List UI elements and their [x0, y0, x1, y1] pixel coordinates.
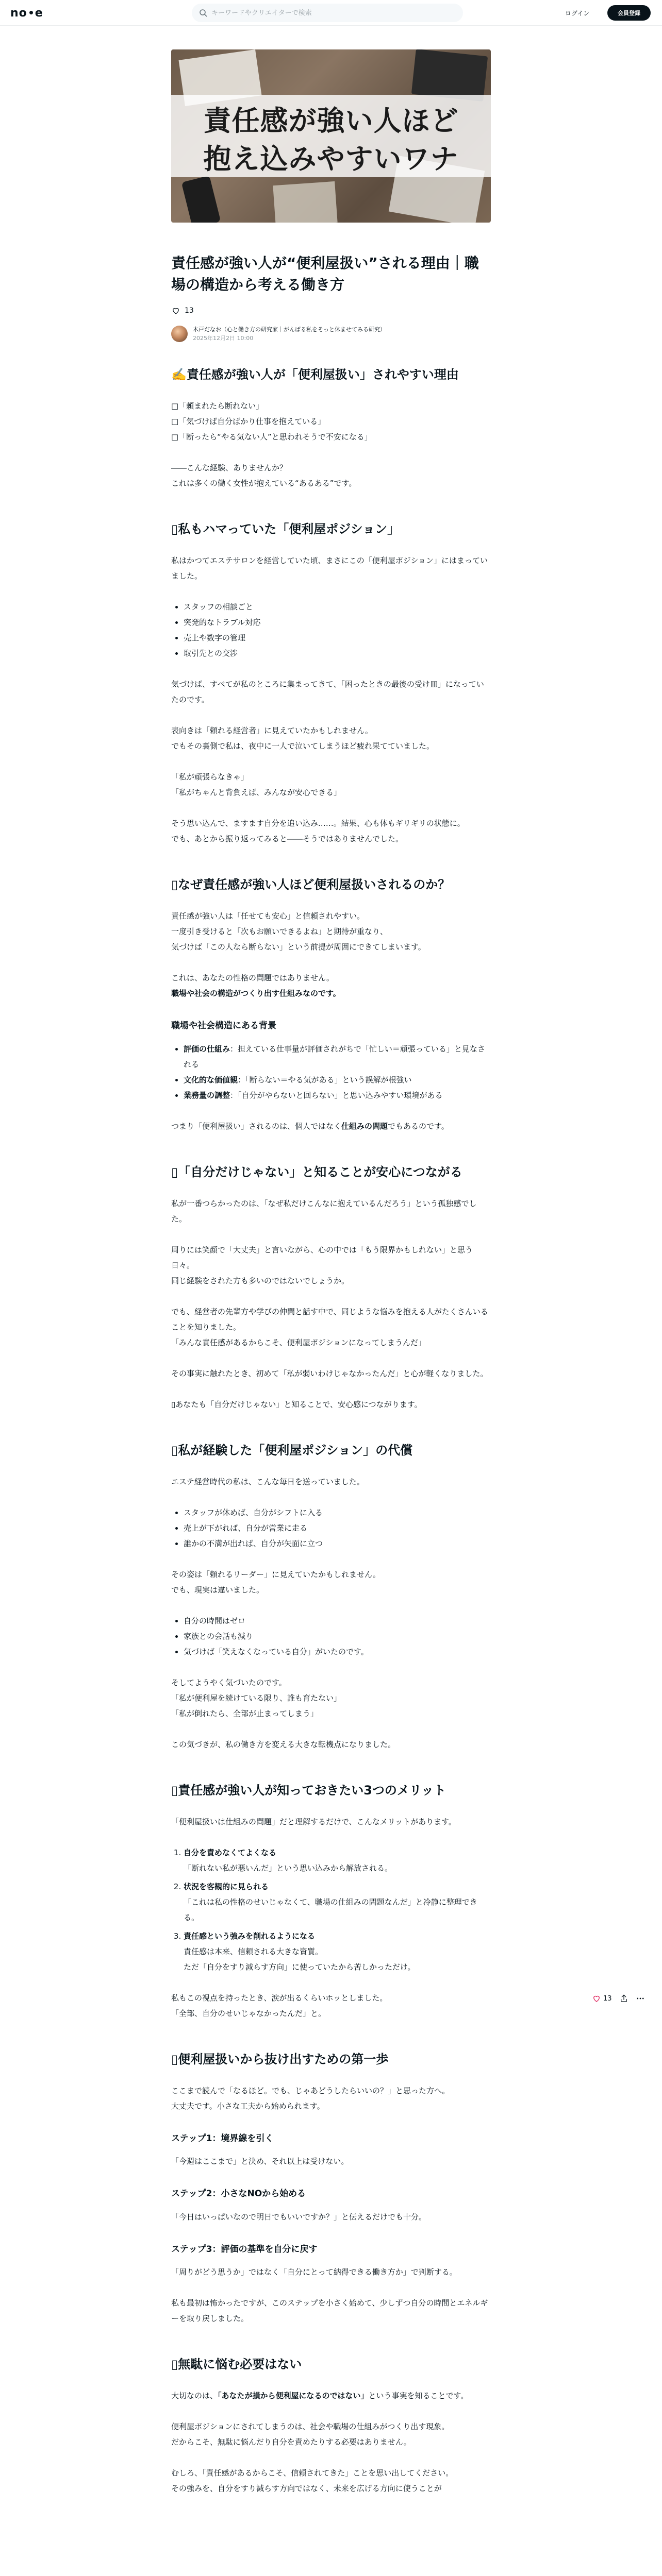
- sub-heading: ステップ1：境界線を引く: [171, 2133, 274, 2144]
- text-line: 「みんな責任感があるからこそ、便利屋ポジションになってしまうんだ」: [171, 1337, 426, 1347]
- text-line: 便利屋ポジションにされてしまうのは、社会や職場の仕組みがつくり出す現象。: [171, 2422, 450, 2431]
- paragraph: [171, 2388, 491, 2403]
- hero-phone-shape: [181, 176, 221, 223]
- text-line: 「私が頑張らなきゃ」: [171, 772, 249, 782]
- text-line: でも、あとから振り返ってみると――そうではありませんでした。: [171, 834, 404, 843]
- paragraph: [171, 1675, 491, 1721]
- text-line: ここまで読んで「なるほど。でも、じゃあどうしたらいいの？」と思った方へ。: [171, 2086, 450, 2095]
- sticky-like-count: 13: [603, 1994, 612, 2003]
- list-item-text: ：「自分がやらないと回らない」と思い込みやすい環境がある: [230, 1090, 443, 1100]
- note-logo[interactable]: [10, 6, 43, 20]
- text-line: でも、経営者の先輩方や学びの仲間と話す中で、同じような悩みを抱える人がたくさんいることを知りました。: [171, 1307, 488, 1332]
- paragraph: [171, 723, 491, 754]
- text-line: 「私が倒れたら、全部が止まってしまう」: [171, 1708, 319, 1718]
- bold-text: 仕組みの問題: [341, 1121, 388, 1131]
- bold-text: 職場や社会の構造がつくり出す仕組みなのです。: [171, 989, 341, 998]
- text-line: でも、現実は違いました。: [171, 1585, 264, 1595]
- paragraph: [171, 398, 491, 445]
- hero-paper-shape: [273, 181, 337, 223]
- numbered-list: [171, 1845, 491, 1975]
- search-bar[interactable]: [192, 4, 463, 22]
- paragraph: [171, 2083, 491, 2114]
- article-title: 責任感が強い人が“便利屋扱い”される理由｜職場の構造から考える働き方: [171, 255, 479, 293]
- text-line: 大丈夫です。小さな工夫から始められます。: [171, 2101, 325, 2111]
- list-item-text: 「断れない私が悪いんだ」という思い込みから解放される。: [184, 1863, 393, 1873]
- bullet-list: [171, 599, 491, 661]
- checkbox-line: □「断ったら“やる気ない人”と思われそうで不安になる」: [171, 432, 372, 442]
- list-item: • 家族との会話も減り: [184, 1629, 491, 1644]
- list-item: [184, 1845, 491, 1876]
- checkbox-line: □「頼まれたら断れない」: [171, 401, 264, 411]
- article-main: [171, 49, 491, 2512]
- list-item: • 取引先との交渉: [184, 646, 491, 661]
- paragraph: [171, 908, 491, 955]
- text-line: 表向きは「頼れる経営者」に見えていたかもしれません。: [171, 726, 373, 735]
- paragraph: [171, 460, 491, 491]
- text-line: 同じ経験をされた方も多いのではないでしょうか。: [171, 1276, 350, 1285]
- article-body: [171, 365, 491, 2496]
- section-heading: ▯便利屋扱いから抜け出すための第一歩: [171, 2052, 389, 2066]
- logo-dot-icon: [29, 11, 33, 14]
- list-item: • 自分の時間はゼロ: [184, 1613, 491, 1629]
- text-line: 気づけば「この人なら断らない」という前提が周囲にできてしまいます。: [171, 942, 426, 952]
- list-item-text: 責任感は本来、信頼される大きな資質。: [184, 1946, 323, 1956]
- list-item: • 売上や数字の管理: [184, 630, 491, 646]
- bold-text: 業務量の調整: [184, 1090, 230, 1100]
- list-item-text: ：「断らない＝やる気がある」という誤解が根強い: [238, 1075, 412, 1084]
- paragraph: [171, 1567, 491, 1598]
- paragraph: 「周りがどう思うか」ではなく「自分にとって納得できる働き方か」で判断する。: [171, 2267, 457, 2277]
- list-item: • 誰かの不満が出れば、自分が矢面に立つ: [184, 1536, 491, 1551]
- paragraph: 「便利屋扱いは仕組みの問題」だと理解するだけで、こんなメリットがあります。: [171, 1817, 456, 1826]
- list-item: • 売上が下がれば、自分が営業に走る: [184, 1520, 491, 1536]
- paragraph: 気づけば、すべてが私のところに集まってきて、「困ったときの最後の受け皿」になっていたのです。: [171, 680, 484, 704]
- logo-text-left: no: [10, 6, 27, 20]
- list-item: [184, 1041, 491, 1072]
- site-header: [0, 0, 662, 26]
- share-button[interactable]: [619, 1994, 628, 2003]
- heart-icon[interactable]: [171, 306, 180, 315]
- list-item: • スタッフの相談ごと: [184, 599, 491, 615]
- hero-title-line-2: 抱え込みやすいワナ: [203, 143, 459, 175]
- sticky-like-button[interactable]: [592, 1994, 612, 2003]
- search-icon: [199, 9, 207, 17]
- list-item: [184, 1088, 491, 1103]
- text-line: 「全部、自分のせいじゃなかったんだ」と。: [171, 2008, 326, 2018]
- hero-title-line-1: 責任感が強い人ほど: [203, 105, 459, 137]
- text-line: その強みを、自分をすり減らす方向ではなく、未来を広げる方向に使うことが: [171, 2484, 442, 2493]
- paragraph: [171, 1990, 491, 2021]
- text-line: これは多くの働く女性が抱えている“あるある”です。: [171, 479, 357, 488]
- text-span: 大切なのは、: [171, 2391, 218, 2400]
- paragraph: その事実に触れたとき、初めて「私が弱いわけじゃなかったんだ」と心が軽くなりました。: [171, 1368, 488, 1378]
- like-row: [171, 306, 491, 315]
- paragraph: [171, 1118, 491, 1134]
- paragraph: [171, 970, 491, 1001]
- list-item-text: ：担えている仕事量が評価されがちで「忙しい＝頑張っている」と見なされる: [184, 1044, 485, 1069]
- paragraph: 私はかつてエステサロンを経営していた頃、まさにこの「便利屋ポジション」にはまっていました。: [171, 556, 488, 581]
- section-heading: ▯私もハマっていた「便利屋ポジション」: [171, 522, 400, 536]
- paragraph: [171, 2419, 491, 2450]
- text-line: 「私が便利屋を続けている限り、誰も育たない」: [171, 1693, 342, 1703]
- paragraph: エステ経営時代の私は、こんな毎日を送っていました。: [171, 1477, 365, 1486]
- section-heading: ▯私が経験した「便利屋ポジション」の代償: [171, 1443, 413, 1458]
- section-heading: ✍️責任感が強い人が「便利屋扱い」されやすい理由: [171, 367, 459, 382]
- text-span: という事実を知ることです。: [368, 2391, 469, 2400]
- checkbox-line: □「気づけば自分ばかり仕事を抱えている」: [171, 417, 326, 426]
- section-heading: ▯責任感が強い人が知っておきたい3つのメリット: [171, 1783, 446, 1798]
- hero-laptop-shape: [411, 49, 488, 101]
- list-item-text: ただ「自分をすり減らす方向」に使っていたから苦しかっただけ。: [184, 1962, 416, 1972]
- list-item-text: 「これは私の性格のせいじゃなくて、職場の仕組みの問題なんだ」と冷静に整理できる。: [184, 1897, 477, 1922]
- sub-heading: ステップ3：評価の基準を自分に戻す: [171, 2244, 318, 2255]
- sub-heading: 職場や社会構造にある背景: [171, 1021, 276, 1031]
- list-item: • 突発的なトラブル対応: [184, 615, 491, 630]
- paragraph: [171, 816, 491, 846]
- paragraph: [171, 2465, 491, 2496]
- bold-text: 「あなたが損から便利屋になるのではない」: [218, 2391, 369, 2400]
- text-line: 「私がちゃんと背負えば、みんなが安心できる」: [171, 788, 342, 797]
- like-count[interactable]: 13: [185, 307, 194, 315]
- list-item: [184, 1072, 491, 1088]
- text-line: ――こんな経験、ありませんか？: [171, 463, 288, 472]
- text-line: だからこそ、無駄に悩んだり自分を責めたりする必要はありません。: [171, 2437, 411, 2447]
- bold-text: 評価の仕組み: [184, 1044, 230, 1054]
- text-line: その姿は「頼れるリーダー」に見えていたかもしれません。: [171, 1569, 380, 1579]
- paragraph: 「今週はここまで」と決め、それ以上は受けない。: [171, 2157, 349, 2166]
- share-icon: [619, 1994, 628, 2003]
- logo-text-right: e: [35, 6, 43, 20]
- text-line: 責任感が強い人は「任せても安心」と信頼されやすい。: [171, 911, 365, 921]
- text-line: そう思い込んで、ますます自分を追い込み……。結果、心も体もギリギリの状態に。: [171, 819, 465, 828]
- text-line: むしろ、「責任感があるからこそ、信頼されてきた」ことを思い出してください。: [171, 2468, 454, 2478]
- text-line: そしてようやく気づいたのです。: [171, 1677, 287, 1687]
- list-item: [184, 1928, 491, 1975]
- text-line: 周りには笑顔で「大丈夫」と言いながら、心の中では「もう限界かもしれない」と思う日々。: [171, 1245, 473, 1270]
- text-line: 私もこの視点を持ったとき、涙が出るくらいホッとしました。: [171, 1993, 388, 2003]
- paragraph: この気づきが、私の働き方を変える大きな転機点になりました。: [171, 1739, 396, 1749]
- section-heading: ▯なぜ責任感が強い人ほど便利屋扱いされるのか？: [171, 877, 451, 892]
- bullet-list: [171, 1613, 491, 1659]
- bold-text: 1. 自分を責めなくてよくなる: [184, 1848, 277, 1857]
- paragraph: [171, 769, 491, 800]
- sticky-action-bar: [592, 1994, 645, 2003]
- text-span: つまり「便利屋扱い」されるのは、個人ではなく: [171, 1121, 342, 1131]
- heart-icon: [592, 1994, 601, 2003]
- text-line: 一度引き受けると「次もお願いできるよね」と期待が重なり、: [171, 927, 388, 936]
- more-button[interactable]: [636, 1994, 645, 2003]
- sub-heading: ステップ2：小さなNOから始める: [171, 2189, 306, 2199]
- bold-text: 2. 状況を客観的に見られる: [184, 1882, 269, 1891]
- list-item: [184, 1879, 491, 1925]
- paragraph: [171, 1242, 491, 1289]
- list-item: • 気づけば「笑えなくなっている自分」がいたのです。: [184, 1644, 491, 1659]
- text-line: これは、あなたの性格の問題ではありません。: [171, 973, 334, 982]
- bullet-list: [171, 1041, 491, 1103]
- author-name[interactable]: 木戸だなお（心と働き方の研究家｜がんばる私をそっと休ませてみる研究）: [193, 326, 386, 333]
- author-block: [171, 326, 491, 343]
- more-dots-icon: [636, 1994, 645, 2003]
- text-span: でもあるのです。: [388, 1121, 449, 1131]
- search-input[interactable]: [211, 9, 449, 17]
- paragraph: 私が一番つらかったのは、「なぜ私だけこんなに抱えているんだろう」という孤独感でした。: [171, 1198, 477, 1224]
- paragraph: [171, 1304, 491, 1350]
- section-heading: ▯無駄に悩む必要はない: [171, 2357, 302, 2371]
- list-item: • スタッフが休めば、自分がシフトに入る: [184, 1505, 491, 1520]
- paragraph: 「今日はいっぱいなので明日でもいいですか？」と伝えるだけでも十分。: [171, 2212, 427, 2222]
- post-date: 2025年12月2日 10:00: [193, 334, 254, 342]
- paragraph: 私も最初は怖かったですが、このステップを小さく始めて、少しずつ自分の時間とエネルギーを取り戻しました。: [171, 2298, 488, 2323]
- login-button[interactable]: ログイン: [559, 5, 595, 21]
- avatar[interactable]: [171, 326, 188, 342]
- section-heading: ▯「自分だけじゃない」と知ることが安心につながる: [171, 1164, 462, 1179]
- hero-image: [171, 49, 491, 223]
- bullet-list: [171, 1505, 491, 1551]
- text-line: でもその裏側で私は、夜中に一人で泣いてしまうほど疲れ果てていました。: [171, 741, 435, 751]
- signup-button[interactable]: 会員登録: [607, 5, 651, 21]
- paragraph: ▯あなたも「自分だけじゃない」と知ることで、安心感につながります。: [171, 1399, 422, 1409]
- bold-text: 文化的な価値観: [184, 1075, 238, 1084]
- bold-text: 3. 責任感という強みを削れるようになる: [184, 1931, 316, 1941]
